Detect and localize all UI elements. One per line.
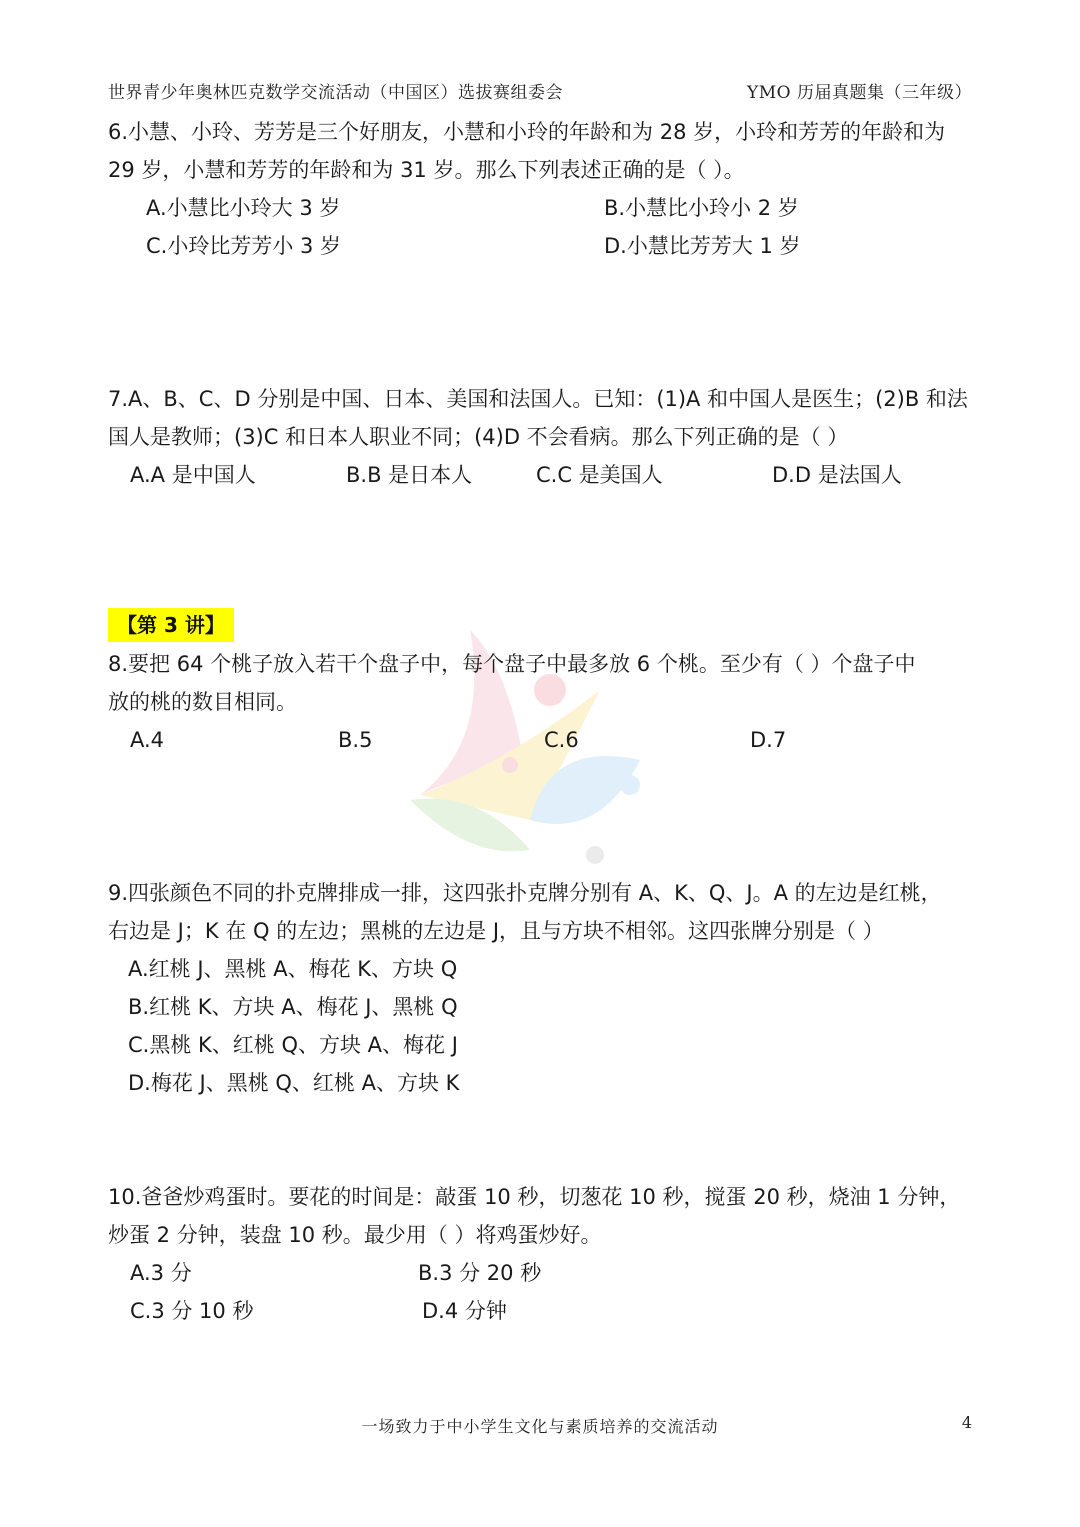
footer-slogan: 一场致力于中小学生文化与素质培养的交流活动 xyxy=(361,1417,719,1436)
page-number: 4 xyxy=(961,1413,972,1432)
question-10-option-d: D.4 分钟 xyxy=(422,1299,507,1323)
section-badge: 【第 3 讲】 xyxy=(108,608,234,642)
question-9-option-b: B.红桃 K、方块 A、梅花 J、黑桃 Q xyxy=(128,995,458,1019)
question-6-option-d: D.小慧比芳芳大 1 岁 xyxy=(604,234,801,258)
question-7-line-1: 7.A、B、C、D 分别是中国、日本、美国和法国人。已知：(1)A 和中国人是医生；(2)B 和法 xyxy=(108,387,968,411)
question-6-line-1: 6.小慧、小玲、芳芳是三个好朋友，小慧和小玲的年龄和为 28 岁，小玲和芳芳的年龄和为 xyxy=(108,120,946,144)
question-7-option-d: D.D 是法国人 xyxy=(772,463,902,487)
question-9-option-a: A.红桃 J、黑桃 A、梅花 K、方块 Q xyxy=(128,957,458,981)
question-6-option-c: C.小玲比芳芳小 3 岁 xyxy=(146,234,342,258)
question-10-line-2: 炒蛋 2 分钟，装盘 10 秒。最少用（ ）将鸡蛋炒好。 xyxy=(108,1223,602,1247)
question-9-option-d: D.梅花 J、黑桃 Q、红桃 A、方块 K xyxy=(128,1071,460,1095)
watermark-dot-gray xyxy=(586,846,604,864)
header-organizer: 世界青少年奥林匹克数学交流活动（中国区）选拔赛组委会 xyxy=(108,83,563,103)
watermark-dot-blue xyxy=(620,775,640,795)
question-8-line-2: 放的桃的数目相同。 xyxy=(108,690,297,714)
question-7-line-2: 国人是教师；(3)C 和日本人职业不同；(4)D 不会看病。那么下列正确的是（ ） xyxy=(108,425,849,449)
question-10-option-c: C.3 分 10 秒 xyxy=(130,1299,254,1323)
question-7-option-a: A.A 是中国人 xyxy=(130,463,256,487)
question-10-option-b: B.3 分 20 秒 xyxy=(418,1261,542,1285)
question-6-line-2: 29 岁，小慧和芳芳的年龄和为 31 岁。那么下列表述正确的是（ ）。 xyxy=(108,158,745,182)
question-9-option-c: C.黑桃 K、红桃 Q、方块 A、梅花 J xyxy=(128,1033,458,1057)
question-8-option-c: C.6 xyxy=(544,728,579,752)
question-6-option-b: B.小慧比小玲小 2 岁 xyxy=(604,196,799,220)
question-9-line-2: 右边是 J；K 在 Q 的左边；黑桃的左边是 J，且与方块不相邻。这四张牌分别是（ ） xyxy=(108,919,884,943)
question-8-line-1: 8.要把 64 个桃子放入若干个盘子中，每个盘子中最多放 6 个桃。至少有（ ）个盘子中 xyxy=(108,652,916,676)
question-7-option-b: B.B 是日本人 xyxy=(346,463,473,487)
question-6-option-a: A.小慧比小玲大 3 岁 xyxy=(146,196,341,220)
watermark-dot-pink xyxy=(534,674,566,706)
header-book-title: YMO 历届真题集（三年级） xyxy=(747,83,972,103)
question-10-option-a: A.3 分 xyxy=(130,1261,192,1285)
question-9-line-1: 9.四张颜色不同的扑克牌排成一排，这四张扑克牌分别有 A、K、Q、J。A 的左边是红桃， xyxy=(108,881,942,905)
watermark-dot-small xyxy=(502,757,518,773)
question-8-option-b: B.5 xyxy=(338,728,373,752)
question-7-option-c: C.C 是美国人 xyxy=(536,463,663,487)
question-8-option-d: D.7 xyxy=(750,728,787,752)
question-8-option-a: A.4 xyxy=(130,728,165,752)
question-10-line-1: 10.爸爸炒鸡蛋时。要花的时间是：敲蛋 10 秒，切葱花 10 秒，搅蛋 20 秒，烧油 1 分钟， xyxy=(108,1185,961,1209)
